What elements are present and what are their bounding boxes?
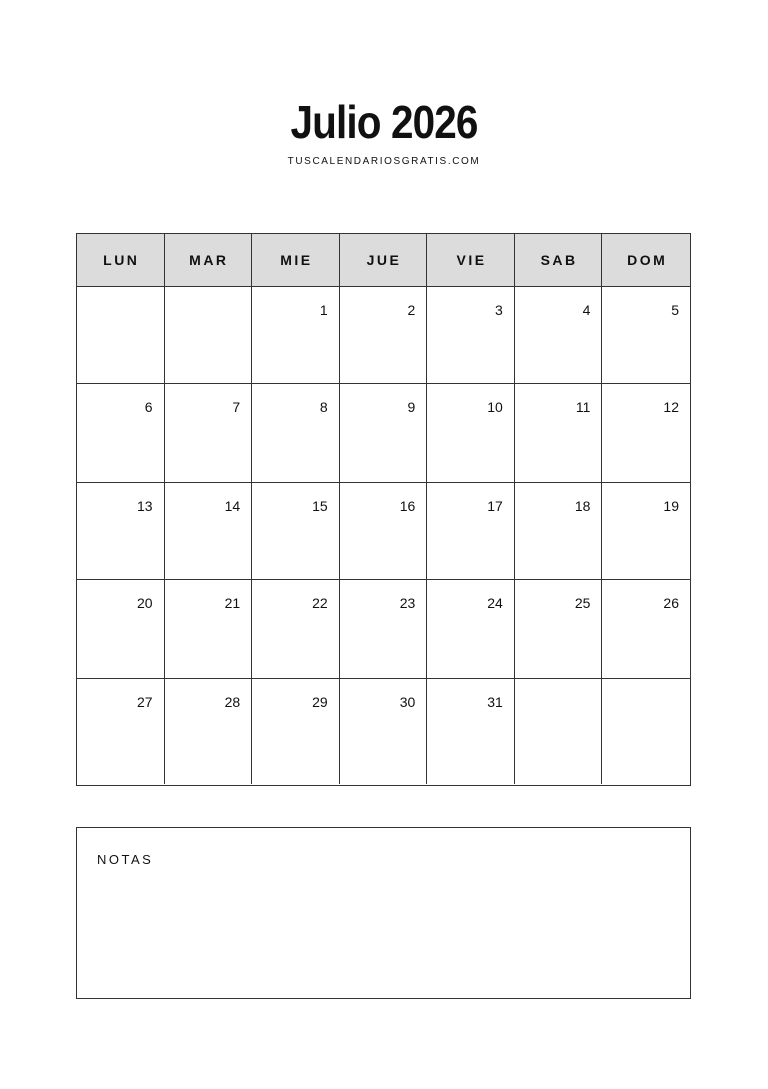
weekday-header: JUE (340, 234, 428, 287)
day-number: 9 (407, 399, 416, 415)
page-title: Julio 2026 (290, 96, 478, 148)
weekday-header: LUN (77, 234, 165, 287)
day-number: 27 (136, 694, 153, 710)
day-cell (340, 483, 428, 580)
day-cell (77, 384, 165, 483)
day-number: 8 (319, 399, 328, 415)
day-number: 29 (312, 694, 328, 710)
day-cell (340, 287, 428, 384)
day-cell (340, 580, 428, 679)
day-number: 10 (487, 399, 503, 415)
day-cell (252, 384, 340, 483)
day-number: 24 (487, 595, 503, 611)
day-cell (77, 287, 165, 384)
day-cell (602, 580, 690, 679)
day-cell (602, 287, 690, 384)
notes-box (76, 827, 691, 999)
day-number: 28 (224, 694, 241, 710)
day-number: 15 (312, 498, 328, 514)
day-number: 1 (319, 302, 328, 318)
day-number: 2 (407, 302, 416, 318)
day-number: 22 (312, 595, 328, 611)
day-cell (165, 384, 253, 483)
day-number: 26 (663, 595, 679, 611)
day-cell (252, 287, 340, 384)
day-cell (340, 679, 428, 784)
weekday-header: MIE (252, 234, 340, 287)
day-number: 31 (487, 694, 503, 710)
day-cell (602, 384, 690, 483)
day-cell (427, 679, 515, 784)
weekday-header: VIE (427, 234, 515, 287)
day-cell (515, 287, 603, 384)
day-number: 16 (399, 498, 416, 514)
day-number: 5 (671, 302, 679, 318)
notes-label: NOTAS (97, 852, 154, 867)
day-number: 23 (399, 595, 416, 611)
day-number: 17 (487, 498, 503, 514)
day-number: 12 (663, 399, 679, 415)
day-cell (252, 679, 340, 784)
day-cell (602, 483, 690, 580)
day-cell (427, 384, 515, 483)
day-cell (427, 483, 515, 580)
day-number: 20 (136, 595, 153, 611)
day-cell (77, 580, 165, 679)
day-cell (165, 679, 253, 784)
day-cell (515, 580, 603, 679)
day-cell (340, 384, 428, 483)
day-cell (77, 483, 165, 580)
calendar-grid (76, 233, 691, 786)
day-number: 4 (582, 302, 591, 318)
day-number: 6 (144, 399, 153, 415)
day-number: 25 (574, 595, 591, 611)
day-cell (77, 679, 165, 784)
weekday-header: SAB (515, 234, 603, 287)
day-number: 11 (575, 399, 591, 415)
website-label: TUSCALENDARIOSGRATIS.COM (287, 156, 481, 167)
day-number: 18 (574, 498, 591, 514)
day-cell (515, 483, 603, 580)
day-cell (602, 679, 690, 784)
day-cell (427, 580, 515, 679)
day-number: 7 (232, 399, 241, 415)
weekday-header: DOM (602, 234, 690, 287)
day-number: 14 (224, 498, 241, 514)
day-number: 3 (495, 302, 503, 318)
day-cell (252, 483, 340, 580)
day-number: 19 (663, 498, 679, 514)
day-cell (515, 384, 603, 483)
day-cell (165, 580, 253, 679)
weekday-header: MAR (165, 234, 253, 287)
day-cell (165, 483, 253, 580)
day-number: 30 (399, 694, 416, 710)
day-cell (515, 679, 603, 784)
day-number: 13 (136, 498, 153, 514)
day-cell (165, 287, 253, 384)
day-number: 21 (224, 595, 241, 611)
day-cell (427, 287, 515, 384)
day-cell (252, 580, 340, 679)
